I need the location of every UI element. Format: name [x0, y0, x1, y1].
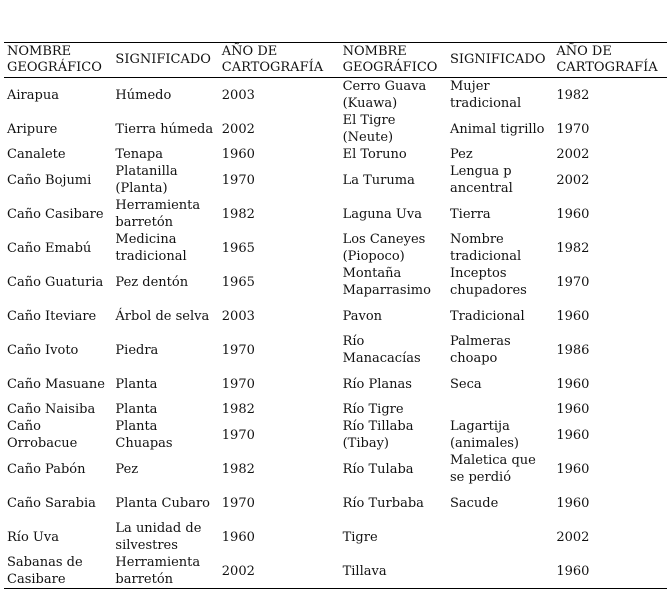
cell-significado-left: Pez dentón — [115, 274, 189, 290]
cell-nombre-geografico-right: Los Caneyes (Piopoco) — [342, 232, 426, 264]
cell-significado-right — [447, 401, 553, 418]
cell-significado-left: Planta Chuapas — [115, 419, 173, 451]
header-nombre-geografico-right: NOMBRE GEOGRÁFICO — [342, 44, 438, 75]
table-row — [4, 418, 667, 452]
cell-nombre-geografico-left: Airapua — [7, 87, 59, 103]
table-row — [4, 197, 667, 231]
cell-ano-cartografia-left: 2002 — [221, 121, 255, 137]
cell-nombre-geografico-left: Caño Iteviare — [7, 308, 97, 324]
cell-nombre-geografico-right: Río Tigre — [342, 402, 404, 417]
cell-ano-cartografia-right: 1960 — [556, 563, 590, 579]
cell-ano-cartografia-left: 1970 — [221, 376, 255, 392]
cell-nombre-geografico-right: Montaña Maparrasimo — [342, 266, 431, 298]
cell-ano-cartografia-left: 1960 — [221, 147, 255, 162]
cell-ano-cartografia-right: 1960 — [556, 308, 590, 324]
cell-ano-cartografia-left: 1970 — [221, 427, 255, 443]
table-header — [4, 43, 667, 78]
table-row — [4, 163, 667, 197]
cell-nombre-geografico-left: Caño Emabú — [7, 240, 92, 256]
cell-nombre-geografico-left: Caño Ivoto — [7, 342, 79, 358]
cell-ano-cartografia-left: 1965 — [221, 274, 255, 290]
cell-ano-cartografia-left: 2003 — [221, 308, 255, 324]
cell-nombre-geografico-right: El Toruno — [342, 147, 407, 162]
cell-significado-left: Árbol de selva — [115, 308, 210, 324]
table-row — [4, 452, 667, 486]
cell-significado-left: Planta — [115, 402, 158, 417]
header-ano-cartografia-right: AÑO DE CARTOGRAFÍA — [556, 44, 658, 75]
header-significado-right: SIGNIFICADO — [449, 52, 546, 67]
cell-significado-right: Seca — [449, 376, 482, 392]
cell-ano-cartografia-left: 1982 — [221, 461, 255, 477]
table-row — [4, 112, 667, 146]
table-row — [4, 520, 667, 554]
toponym-table — [4, 42, 667, 589]
cell-ano-cartografia-left: 1970 — [221, 495, 255, 511]
cell-ano-cartografia-right: 1970 — [556, 274, 590, 290]
cell-nombre-geografico-left: Aripure — [7, 121, 58, 137]
cell-ano-cartografia-right: 1970 — [556, 121, 590, 137]
cell-ano-cartografia-left: 1960 — [221, 529, 255, 545]
cell-ano-cartografia-right: 1960 — [556, 461, 590, 477]
cell-nombre-geografico-right: La Turuma — [342, 172, 415, 188]
cell-significado-right: Palmeras choapo — [449, 334, 511, 366]
cell-nombre-geografico-left: Sabanas de Casibare — [7, 555, 83, 587]
cell-nombre-geografico-left: Caño Masuane — [7, 376, 105, 392]
cell-ano-cartografia-left: 2002 — [221, 563, 255, 579]
table-row — [4, 231, 667, 265]
cell-significado-left: Herramienta barretón — [115, 555, 201, 587]
cell-ano-cartografia-right: 1960 — [556, 376, 590, 392]
cell-significado-right: Animal tigrillo — [449, 121, 545, 137]
cell-significado-left: La unidad de silvestres — [115, 521, 202, 553]
cell-significado-right — [447, 520, 553, 554]
header-significado-left: SIGNIFICADO — [115, 52, 211, 67]
cell-significado-left: Herramienta barretón — [115, 198, 201, 230]
cell-ano-cartografia-left: 1970 — [221, 342, 255, 358]
table-row — [4, 333, 667, 367]
cell-ano-cartografia-left: 1982 — [221, 402, 255, 417]
cell-significado-right: Tierra — [449, 206, 491, 222]
table-body — [4, 78, 667, 589]
header-ano-cartografia-left: AÑO DE CARTOGRAFÍA — [221, 44, 324, 75]
cell-ano-cartografia-right: 2002 — [556, 147, 590, 162]
cell-ano-cartografia-right: 1960 — [556, 427, 590, 443]
cell-significado-right: Tradicional — [449, 308, 525, 324]
cell-nombre-geografico-right: Río Tulaba — [342, 461, 414, 477]
cell-ano-cartografia-left: 1970 — [221, 172, 255, 188]
table-row — [4, 78, 667, 113]
cell-significado-left: Planta Cubaro — [115, 495, 210, 511]
cell-ano-cartografia-left: 2003 — [221, 87, 255, 103]
cell-nombre-geografico-right: Río Tillaba (Tibay) — [342, 419, 414, 451]
cell-significado-left: Piedra — [115, 342, 159, 358]
cell-significado-right: Pez — [449, 147, 473, 162]
table-row — [4, 486, 667, 520]
cell-nombre-geografico-right: Río Planas — [342, 376, 412, 392]
cell-nombre-geografico-left: Caño Casibare — [7, 206, 104, 222]
cell-significado-left: Platanilla (Planta) — [115, 164, 178, 196]
cell-nombre-geografico-left: Caño Naisiba — [7, 402, 96, 417]
cell-significado-right: Nombre tradicional — [449, 232, 522, 264]
cell-nombre-geografico-right: Laguna Uva — [342, 206, 422, 222]
cell-significado-left: Planta — [115, 376, 158, 392]
cell-significado-right: Maletica que se perdió — [449, 453, 536, 485]
cell-nombre-geografico-left: Caño Orrobacue — [7, 419, 78, 451]
cell-ano-cartografia-right: 2002 — [556, 172, 590, 188]
cell-nombre-geografico-right: Cerro Guava (Kuawa) — [342, 79, 427, 111]
cell-significado-right: Inceptos chupadores — [449, 266, 527, 298]
cell-nombre-geografico-right: Río Turbaba — [342, 495, 424, 511]
cell-significado-left: Tierra húmeda — [115, 121, 214, 137]
cell-nombre-geografico-left: Canalete — [7, 147, 66, 162]
table-container — [4, 42, 667, 589]
cell-significado-left: Medicina tradicional — [115, 232, 187, 264]
cell-significado-right — [447, 554, 553, 589]
cell-nombre-geografico-left: Caño Sarabia — [7, 495, 96, 511]
cell-nombre-geografico-right: El Tigre (Neute) — [342, 113, 396, 145]
cell-ano-cartografia-right: 1960 — [556, 495, 590, 511]
table-row — [4, 265, 667, 299]
cell-significado-left: Pez — [115, 461, 139, 477]
table-row — [4, 401, 667, 418]
cell-ano-cartografia-right: 1960 — [556, 206, 590, 222]
cell-significado-left: Tenapa — [115, 147, 163, 162]
table-row — [4, 146, 667, 163]
cell-nombre-geografico-right: Tigre — [342, 529, 378, 545]
cell-significado-left: Húmedo — [115, 87, 172, 103]
cell-significado-right: Sacude — [449, 495, 499, 511]
table-row — [4, 299, 667, 333]
cell-nombre-geografico-left: Caño Bojumi — [7, 172, 92, 188]
cell-ano-cartografia-right: 1982 — [556, 240, 590, 256]
header-nombre-geografico-left: NOMBRE GEOGRÁFICO — [7, 44, 102, 75]
cell-significado-right: Lengua p ancentral — [449, 164, 513, 196]
cell-ano-cartografia-right: 1960 — [556, 402, 590, 417]
cell-significado-right: Lagartija (animales) — [449, 419, 520, 451]
cell-ano-cartografia-left: 1965 — [221, 240, 255, 256]
cell-nombre-geografico-right: Río Manacacías — [342, 334, 421, 366]
cell-nombre-geografico-left: Caño Guaturia — [7, 274, 104, 290]
header-row — [4, 43, 667, 78]
cell-nombre-geografico-left: Río Uva — [7, 529, 59, 545]
cell-significado-right: Mujer tradicional — [449, 79, 522, 111]
table-row — [4, 367, 667, 401]
cell-ano-cartografia-right: 1982 — [556, 87, 590, 103]
cell-ano-cartografia-right: 2002 — [556, 529, 590, 545]
table-row — [4, 554, 667, 589]
cell-nombre-geografico-right: Tillava — [342, 563, 387, 579]
cell-nombre-geografico-right: Pavon — [342, 308, 383, 324]
cell-ano-cartografia-left: 1982 — [221, 206, 255, 222]
cell-nombre-geografico-left: Caño Pabón — [7, 461, 86, 477]
cell-ano-cartografia-right: 1986 — [556, 342, 590, 358]
